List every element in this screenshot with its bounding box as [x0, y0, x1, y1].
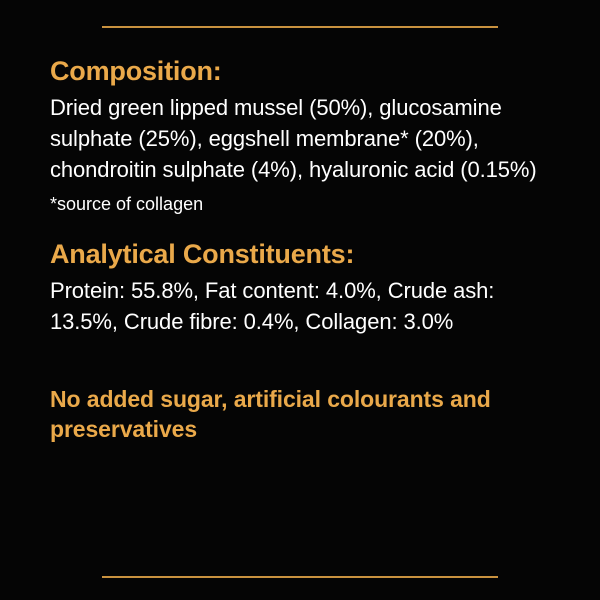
tagline-text: No added sugar, artificial colourants and preservatives — [50, 386, 491, 442]
label-content — [50, 28, 550, 576]
composition-footnote: *source of collagen — [50, 193, 204, 214]
analytical-constituents-section — [50, 239, 550, 337]
composition-body: Dried green lipped mussel (50%), glucosamine sulphate (25%), eggshell membrane* (20%), chondroitin sulphate (4%), hyaluronic acid (0.15%) — [50, 94, 537, 183]
analytical-constituents-heading: Analytical Constituents: — [50, 238, 355, 269]
analytical-constituents-body: Protein: 55.8%, Fat content: 4.0%, Crude ash: 13.5%, Crude fibre: 0.4%, Collagen: 3.0% — [50, 277, 495, 334]
composition-section — [50, 56, 550, 217]
tagline-section — [50, 385, 550, 445]
bottom-divider — [102, 576, 498, 578]
composition-heading: Composition: — [50, 56, 222, 86]
